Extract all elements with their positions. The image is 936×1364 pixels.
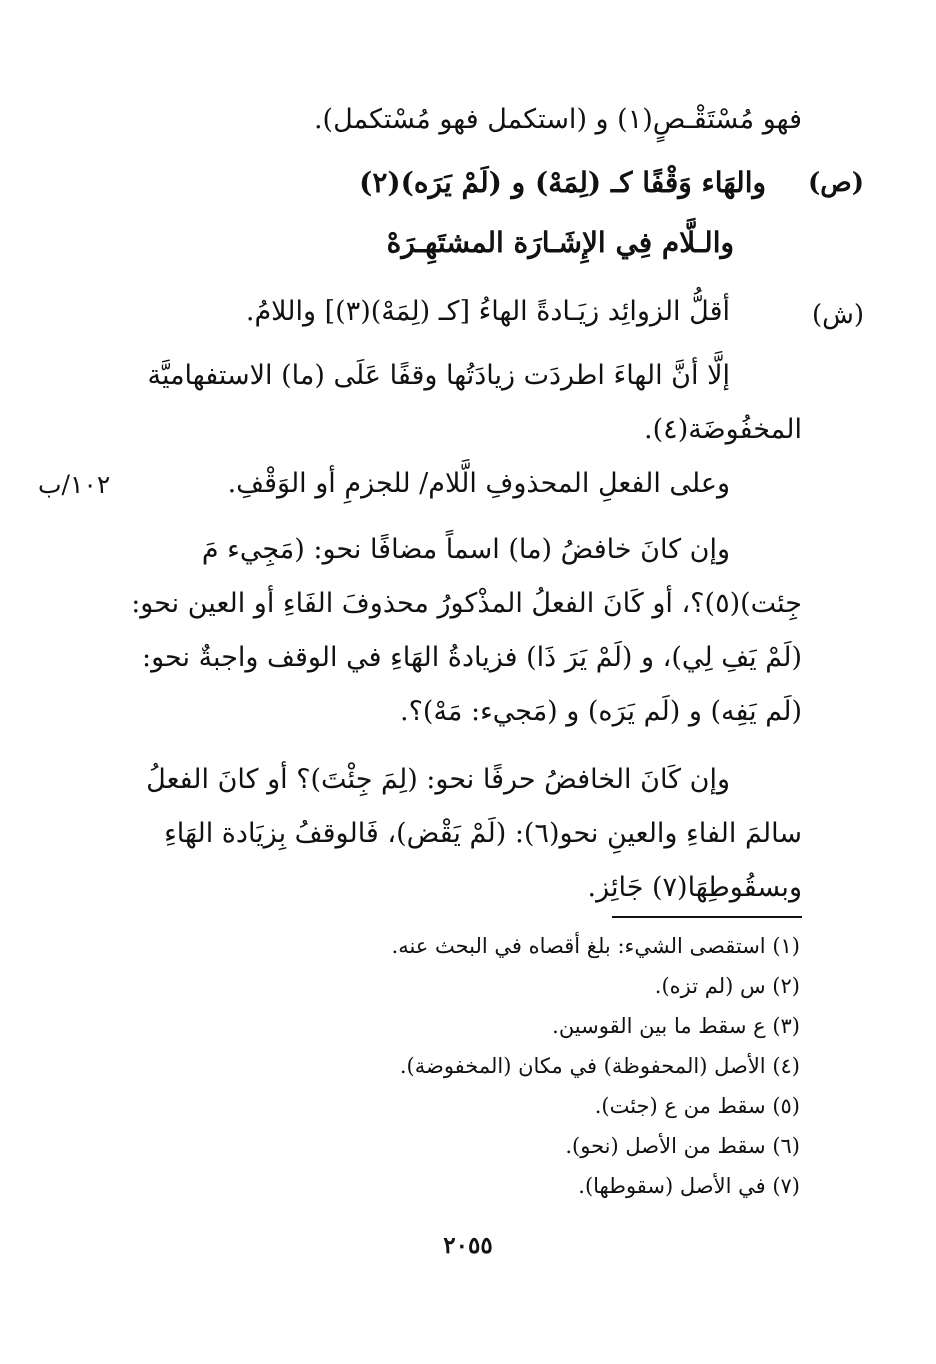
footnote-4: (٤) الأصل (المحفوظة) في مكان (المخفوضة). xyxy=(399,1054,800,1078)
text-line-13: سالمَ الفاءِ والعينِ نحو(٦): (لَمْ يَقْض)، فَالوقفُ بِزيَادة الهَاءِ xyxy=(164,818,802,849)
footnote-7: (٧) في الأصل (سقوطها). xyxy=(578,1174,800,1198)
margin-folio-note: ١٠٢/ب xyxy=(38,470,111,499)
verse-line-1: والهَاء وَقْفًا كـ (لِمَهْ) و (لَمْ يَرَه)(٢) xyxy=(359,166,766,199)
footnote-6: (٦) سقط من الأصل (نحو). xyxy=(565,1134,800,1158)
footnote-1: (١) استقصى الشيء: بلغ أقصاه في البحث عنه. xyxy=(391,934,800,958)
sad-label: (ص) xyxy=(807,168,864,198)
text-line-7: وعلى الفعلِ المحذوفِ الَّلام/ للجزمِ أو الوَقْفِ. xyxy=(227,468,730,499)
text-line-9: جِئت)(٥)؟، أو كَانَ الفعلُ المذْكورُ محذوفَ الفَاءِ أو العين نحو: xyxy=(131,588,802,619)
text-line-8: وإن كانَ خافضُ (ما) اسماً مضافًا نحو: (مَجِيء مَ xyxy=(201,534,730,565)
text-line-6: المخفُوضَة(٤). xyxy=(644,414,802,445)
footnote-3: (٣) ع سقط ما بين القوسين. xyxy=(552,1014,800,1038)
text-line-5: إلَّا أنَّ الهاءَ اطردَت زيادَتُها وقفًا عَلَى (ما) الاستفهاميَّة xyxy=(147,360,730,391)
text-line-1: فهو مُسْتَقْـصٍ(١) و (استكمل فهو مُسْتكمل). xyxy=(313,104,802,135)
footnote-2: (٢) س (لم تزه). xyxy=(654,974,800,998)
text-line-10: (لَمْ يَفِ لِي)، و (لَمْ يَرَ ذَا) فزيادةُ الهَاءِ في الوقف واجبةٌ نحو: xyxy=(142,642,802,673)
text-line-12: وإن كَانَ الخافضُ حرفًا نحو: (لِمَ جِئْتَ)؟ أو كانَ الفعلُ xyxy=(146,764,730,795)
footnote-5: (٥) سقط من ع (جئت). xyxy=(594,1094,800,1118)
text-line-14: وبسقُوطِهَا(٧) جَائِز. xyxy=(587,872,802,903)
text-line-shin: أقلُّ الزوائِد زيَـادةً الهاءُ [كـ (لِمَهْ)(٣)] واللامُ. xyxy=(245,296,730,327)
text-line-11: (لَم يَفِه) و (لَم يَرَه) و (مَجيء: مَهْ)؟. xyxy=(400,696,802,727)
verse-line-2: والـلَّام فِي الإِشَـارَة المشتَهِـرَهْ xyxy=(386,226,734,259)
footnote-divider xyxy=(612,916,802,918)
shin-label: (ش) xyxy=(811,300,864,330)
page-number: ٢٠٥٥ xyxy=(443,1232,493,1259)
